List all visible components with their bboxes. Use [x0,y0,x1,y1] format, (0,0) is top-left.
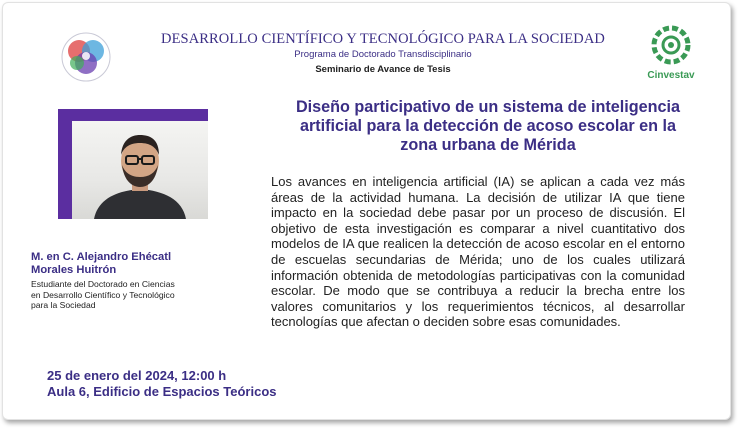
event-datetime: 25 de enero del 2024, 12:00 h [47,368,227,383]
speaker-name-line: Morales Huitrón [31,264,117,276]
program-logo-icon [51,31,121,83]
speaker-name-line: M. en C. Alejandro Ehécatl [31,251,172,263]
speaker-role-line: para la Sociedad [31,300,96,310]
event-venue: Aula 6, Edificio de Espacios Teóricos [47,384,277,399]
header-seminar: Seminario de Avance de Tesis [315,64,451,75]
speaker-name [31,251,231,277]
speaker-role [31,279,231,311]
speaker-role-line: Estudiante del Doctorado en Ciencias [31,279,175,289]
header-program: Programa de Doctorado Transdisciplinario [294,49,472,60]
cinvestav-logo [643,23,699,85]
seminar-flyer-card [2,2,731,420]
frame-left-bar [58,109,72,219]
speaker-photo-frame [58,109,208,219]
speaker-photo [72,121,208,219]
talk-abstract: Los avances en inteligencia artificial (IA) se aplican a cada vez más áreas de la actividad humana. La decisión de utilizar IA que tiene impacto en la sociedad debe pasar por un proceso de discusión. El objetivo de esta investigación es comparar a nivel cuantitativo dos modelos de IA que realicen la detección de acoso escolar en el entorno de escuelas secundarias de Mérida; uno de los cuales utilizará información obtenida de metodologías participativas con la comunidad escolar. De modo que se contribuya a reducir la brecha entre los valores comunitarios y los requerimientos técnicos, al desarrollar tecnologías que afectan o deciden sobre esas comunidades. [271,174,685,330]
header-title: DESARROLLO CIENTÍFICO Y TECNOLÓGICO PARA LA SOCIEDAD [161,31,605,47]
talk-title-line: Diseño participativo de un sistema de inteligencia [295,98,681,116]
speaker-role-line: en Desarrollo Científico y Tecnológico [31,289,175,300]
cinvestav-label: Cinvestav [647,70,695,81]
talk-title-line: zona urbana de Mérida [400,136,576,154]
frame-top-bar [58,109,208,121]
talk-title-line: artificial para la detección de acoso escolar en la [299,117,677,135]
cinvestav-emblem-icon [649,23,693,67]
talk-title [258,98,718,155]
